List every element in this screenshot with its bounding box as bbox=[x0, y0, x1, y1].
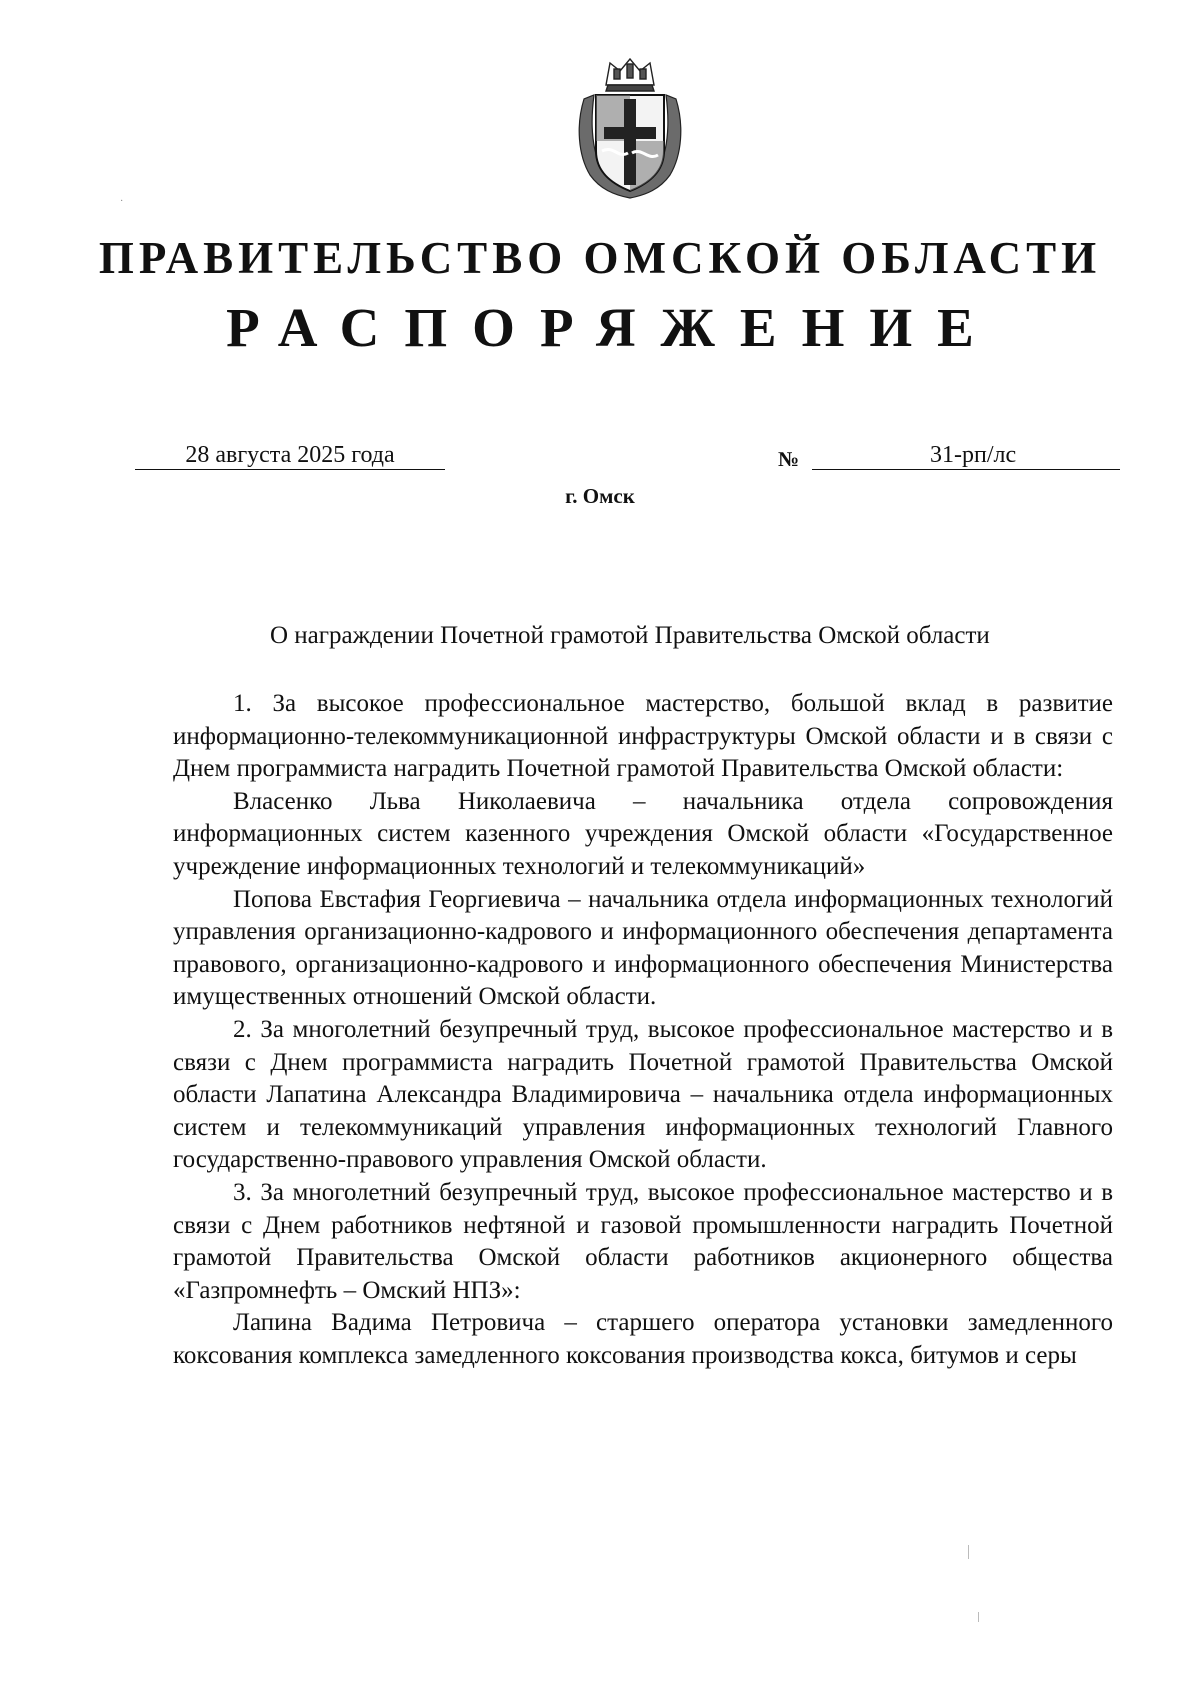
coat-of-arms-icon bbox=[570, 55, 690, 200]
paragraph-awardee-vlasenko: Власенко Льва Николаевича – начальника отдела сопровождения информационных систем казенного учреждения Омской области «Государственное учреждение информационных технологий и телекоммуникаций» bbox=[173, 787, 1113, 880]
number-sign: № bbox=[778, 447, 800, 471]
scan-artifact bbox=[978, 1612, 979, 1622]
document-city: г. Омск bbox=[565, 484, 635, 508]
document-body bbox=[173, 688, 1113, 1372]
scan-artifact: · bbox=[120, 196, 124, 207]
paragraph-3: 3. За многолетний безупречный труд, высокое профессиональное мастерство и в связи с Днем работников нефтяной и газовой промышленности наградить Почетной грамотой Правительства Омской области работников акционерного общества «Газпромнефть – Омский НПЗ»: bbox=[173, 1178, 1113, 1304]
document-subject: О награждении Почетной грамотой Правительства Омской области bbox=[270, 622, 990, 649]
document-type-title: РАСПОРЯЖЕНИЕ bbox=[226, 297, 999, 358]
paragraph-awardee-lapin: Лапина Вадима Петровича – старшего оператора установки замедленного коксования комплекса замедленного коксования производства кокса, битумов и серы bbox=[173, 1309, 1113, 1369]
document-date: 28 августа 2025 года bbox=[135, 441, 445, 470]
paragraph-awardee-popov: Попова Евстафия Георгиевича – начальника отдела информационных технологий управления организационно-кадрового и информационного обеспечения департамента правового, организационно-кадрового и информационного обеспечения Министерства имущественных отношений Омской области. bbox=[173, 885, 1113, 1011]
document-number: 31-рп/лс bbox=[812, 441, 1120, 470]
paragraph-2: 2. За многолетний безупречный труд, высокое профессиональное мастерство и в связи с Днем программиста наградить Почетной грамотой Правительства Омской области Лапатина Александра Владимировича – начальника отдела информационных систем и телекоммуникаций управления информационных технологий Главного государственно-правового управления Омской области. bbox=[173, 1015, 1113, 1174]
scan-artifact bbox=[968, 1545, 969, 1559]
paragraph-1: 1. За высокое профессиональное мастерство, большой вклад в развитие информационно-телекоммуникационной инфраструктуры Омской области и в связи с Днем программиста наградить Почетной грамотой Правительства Омской области: bbox=[173, 690, 1113, 783]
organization-title: ПРАВИТЕЛЬСТВО ОМСКОЙ ОБЛАСТИ bbox=[98, 233, 1102, 283]
